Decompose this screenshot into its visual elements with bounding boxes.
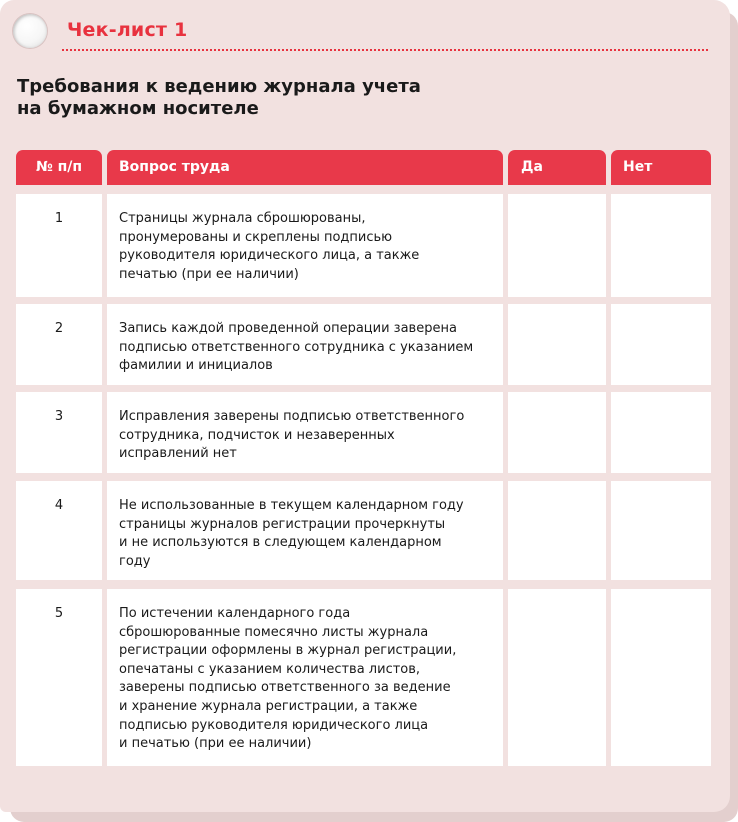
no-answer-cell[interactable] bbox=[611, 304, 711, 385]
row-question-cell bbox=[107, 589, 503, 766]
dotted-divider bbox=[62, 49, 708, 51]
row-question-cell bbox=[107, 194, 503, 297]
question-line: и не используются в следующем календарном bbox=[119, 535, 442, 551]
yes-answer-cell[interactable] bbox=[508, 589, 606, 766]
title-line: на бумажном носителе bbox=[17, 98, 259, 119]
question-line: сотрудника, подчисток и незаверенных bbox=[119, 427, 395, 443]
checklist-label: Чек-лист 1 bbox=[67, 19, 188, 41]
no-answer-cell[interactable] bbox=[611, 392, 711, 473]
question-line: году bbox=[119, 553, 151, 569]
title-line: Требования к ведению журнала учета bbox=[17, 76, 421, 97]
question-line: руководителя юридического лица, а также bbox=[119, 248, 420, 264]
question-line: пронумерованы и скреплены подписью bbox=[119, 229, 393, 245]
question-line: Запись каждой проведенной операции заверена bbox=[119, 321, 457, 336]
yes-answer-cell[interactable] bbox=[508, 392, 606, 473]
row-question-cell bbox=[107, 392, 503, 473]
page-title bbox=[17, 76, 617, 120]
question-line: исправлений нет bbox=[119, 446, 237, 462]
no-answer-cell[interactable] bbox=[611, 589, 711, 766]
punch-hole-icon bbox=[13, 14, 47, 48]
question-line: Страницы журнала сброшюрованы, bbox=[119, 211, 366, 226]
row-number-cell: 1 bbox=[16, 194, 102, 297]
column-header-no: Нет bbox=[611, 150, 711, 185]
row-number-cell: 3 bbox=[16, 392, 102, 473]
no-answer-cell[interactable] bbox=[611, 194, 711, 297]
question-line: Исправления заверены подписью ответственного bbox=[119, 409, 465, 424]
question-line: подписью ответственного сотрудника с указанием bbox=[119, 339, 474, 355]
question-line: сброшюрованные помесячно листы журнала bbox=[119, 624, 429, 640]
row-number-cell: 5 bbox=[16, 589, 102, 766]
question-line: По истечении календарного года bbox=[119, 606, 351, 621]
question-line: и печатью (при ее наличии) bbox=[119, 736, 312, 752]
question-line: опечатаны с указанием количества листов, bbox=[119, 661, 421, 677]
question-line: и хранение журнала регистрации, а также bbox=[119, 698, 418, 714]
column-header-question: Вопрос труда bbox=[107, 150, 503, 185]
question-line: фамилии и инициалов bbox=[119, 358, 273, 374]
question-line: подписью руководителя юридического лица bbox=[119, 717, 429, 733]
no-answer-cell[interactable] bbox=[611, 481, 711, 580]
question-line: страницы журналов регистрации прочеркнуты bbox=[119, 516, 446, 532]
yes-answer-cell[interactable] bbox=[508, 194, 606, 297]
column-header-yes: Да bbox=[508, 150, 606, 185]
question-line: регистрации оформлены в журнал регистрации, bbox=[119, 643, 457, 659]
yes-answer-cell[interactable] bbox=[508, 481, 606, 580]
row-question-cell bbox=[107, 481, 503, 580]
row-number-cell: 2 bbox=[16, 304, 102, 385]
row-question-cell bbox=[107, 304, 503, 385]
yes-answer-cell[interactable] bbox=[508, 304, 606, 385]
row-number-cell: 4 bbox=[16, 481, 102, 580]
question-line: печатью (при ее наличии) bbox=[119, 266, 299, 282]
column-header-number: № п/п bbox=[16, 150, 102, 185]
question-line: заверены подписью ответственного за ведение bbox=[119, 680, 451, 696]
question-line: Не использованные в текущем календарном году bbox=[119, 498, 464, 513]
